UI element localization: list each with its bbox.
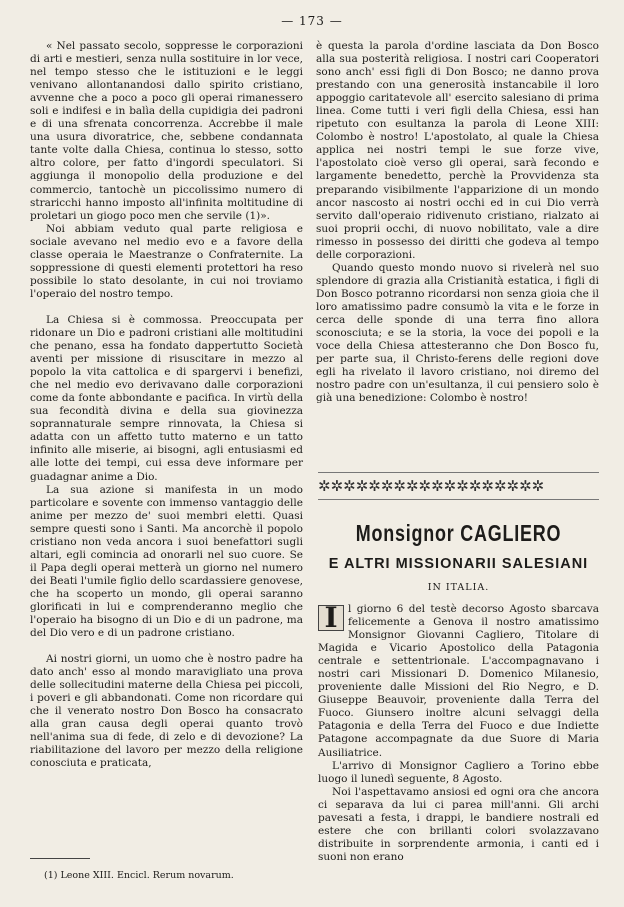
decorative-ornament-band: ✲✲✲✲✲✲✲✲✲✲✲✲✲✲✲✲✲✲ [318, 472, 599, 500]
paragraph: Noi l'aspettavamo ansiosi ed ogni ora che ancora ci separava da lui ci parea mill'anni. Gli archi pavesati a festa, i drappi, le bandiere nostrali ed estere che con brillanti colori svolazzavano distribuite in sorprendente armonia, i canti ed i suoni non erano [318, 785, 599, 863]
article-title: Monsignor CAGLIERO [355, 520, 562, 546]
paragraph: Noi abbiam veduto qual parte religiosa e sociale avevano nel medio evo e a favore della classe operaia le Maestranze o Confraternite. La soppressione di questi elementi protettori ha reso possibile lo stato desolante, in cui noi troviamo l'operaio del nostro tempo. [30, 222, 303, 300]
paragraph: Ai nostri giorni, un uomo che è nostro padre ha dato anch' esso al mondo maravigliato una prova delle sollecitudini materne della Chiesa pei piccoli, i poveri e gli abbandonati. Come non ricordare qui che il venerato nostro Don Bosco ha consacrato alla gran causa degli operai quanto trovò nell'anima sua di fede, di zelo e di devozione? La riabilitazione del lavoro per mezzo della religione conosciuta e praticata, [30, 653, 303, 770]
footnote: (1) Leone XIII. Encicl. Rerum novarum. [44, 870, 234, 881]
paragraph: Quando questo mondo nuovo si rivelerà nel suo splendore di grazia alla Cristianità estatica, i figli di Don Bosco potranno ricordarsi non senza gioia che il loro amatissimo padre consumò la vita e le forze in cerca delle sponde di una terra fino allora sconosciuta; e se la storia, la voce dei popoli e la voce della Chiesa attesteranno che Don Bosco fu, per parte sua, il Christo-ferens delle regioni dove egli ha rivelato il lavoro cristiano, noi diremo del nostro padre con un'esultanza, il cui pensiero solo è già una benedizione: Colombo è nostro! [316, 261, 599, 405]
right-column [316, 40, 599, 405]
article-body [318, 603, 599, 864]
article-subtitle: E ALTRI MISSIONARII SALESIANI [328, 556, 589, 572]
article-location: IN ITALIA. [427, 582, 490, 593]
article-first-paragraph [318, 603, 599, 760]
paragraph: La Chiesa si è commossa. Preoccupata per ridonare un Dio e padroni cristiani alle moltitudini che penano, essa ha fondato dappertutto Società aventi per missione di risuscitare in mezzo al popolo la vita cattolica e di spargervi i benefizi, che nel medio evo derivavano dalle corporazioni come da fonte abbondante e pacifica. In virtù della sua fecondità divina e della sua giovinezza soprannaturale sempre rinnovata, la Chiesa si adatta con un affetto tutto materno e un tatto infinito alle miserie, ai bisogni, agli entusiasmi ed alle lotte dei tempi, cui essa deve informare per guadagnar anime a Dio. [30, 313, 303, 483]
dropcap-letter: I [318, 605, 344, 631]
page-number: — 173 — [281, 14, 343, 28]
left-column [30, 40, 303, 771]
footnote-rule [30, 858, 90, 859]
paragraph: La sua azione si manifesta in un modo particolare e sovente con immenso vantaggio delle anime per mezzo de' suoi membri eletti. Quasi sempre questi sono i Santi. Ma ancorchè il popolo cristiano non veda ancora i suoi benefattori sugli altari, egli comincia ad onorarli nel suo cuore. Se il Papa degli operai metterà un giorno nel numero dei Beati l'umile figlio dello scardassiere genovese, che ha scoperto un mondo, gli operai saranno glorificati in lui e comprenderanno meglio che l'operaio ha bisogno di un Dio e di un padrone, ma del Dio vero e di un padrone cristiano. [30, 483, 303, 640]
paragraph: è questa la parola d'ordine lasciata da Don Bosco alla sua posterità religiosa. I nostri cari Cooperatori sono anch' essi figli di Don Bosco; ne danno prova prestando con una generosità instancabile il loro appoggio caritatevole all' esercito salesiano di prima linea. Come tutti i veri figli della Chiesa, essi han ripetuto con esultanza la parola di Leone XIII: Colombo è nostro! L'apostolato, al quale la Chiesa applica nei nostri tempi le sue forze vive, l'apostolato cioè verso gli operai, sarà fecondo e largamente benedetto, perchè la Provvidenza sta preparando visibilmente l'apparizione di un mondo ancor nascosto ai nostri occhi ed in cui Dio verrà servito dall'operaio ridivenuto cristiano, rialzato ai suoi proprii occhi, di nuovo nobilitato, vale a dire rimesso in possesso dei diritti che godeva al tempo delle corporazioni. [316, 40, 599, 261]
paragraph-text: l giorno 6 del testè decorso Agosto sbarcava felicemente a Genova il nostro amatissimo Monsignor Giovanni Cagliero, Titolare di Magida e Vicario Apostolico della Patagonia centrale e settentrionale. L'accompagnavano i nostri cari Missionari D. Domenico Milanesio, proveniente dalle Missioni del Rio Negro, e D. Giuseppe Beauvoir, proveniente dalla Terra del Fuoco. Giunsero inoltre alcuni selvaggi della Patagonia e della Terra del Fuoco e due Indiette Patagone accompagnate da due Suore di Maria Ausiliatrice. [318, 603, 599, 759]
paragraph: L'arrivo di Monsignor Cagliero a Torino ebbe luogo il lunedì seguente, 8 Agosto. [318, 759, 599, 785]
paragraph: « Nel passato secolo, soppresse le corporazioni di arti e mestieri, senza nulla sostituire in lor vece, nel tempo stesso che le istituzioni e le leggi venivano allontanandosi dallo spirito cristiano, avvenne che a poco a poco gli operai rimanessero soli e indifesi e in balìa della cupidigia dei padroni e di una sfrenata concorrenza. Accrebbe il male una usura divoratrice, che, sebbene condannata tante volte dalla Chiesa, continua lo stesso, sotto altro colore, per fatto d'ingordi speculatori. Si aggiunga il monopolio della produzione e del commercio, tantochè un piccolissimo numero di straricchi hanno imposto all'infinita moltitudine di proletari un giogo poco men che servile (1)». [30, 40, 303, 222]
